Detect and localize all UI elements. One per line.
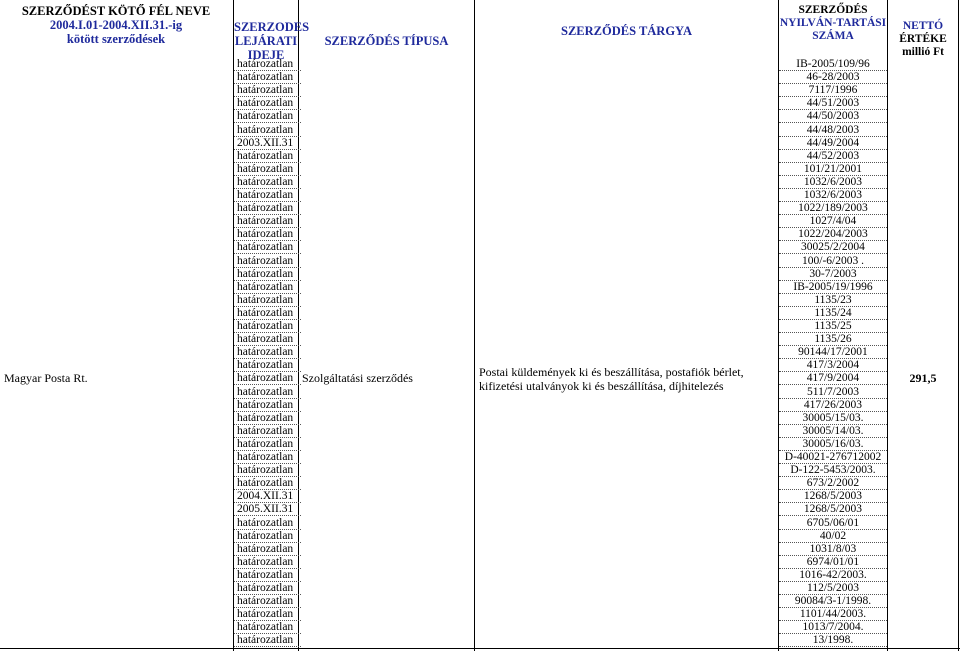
expiry-cell: határozatlan (234, 569, 301, 582)
table-row (0, 163, 960, 176)
expiry-cell: határozatlan (234, 163, 301, 176)
table-row (0, 569, 960, 582)
table-row (0, 215, 960, 228)
contract-number-cell: 511/7/2003 (779, 386, 887, 399)
expiry-cell: határozatlan (234, 97, 301, 110)
table-row (0, 543, 960, 556)
contract-number-cell: 30005/16/03. (779, 438, 887, 451)
contract-number-cell: IB-2005/109/96 (779, 58, 887, 71)
header-contract-line2: NYILVÁN-TARTÁSI (779, 17, 887, 29)
expiry-cell: határozatlan (234, 150, 301, 163)
expiry-cell: határozatlan (234, 425, 301, 438)
header-contract-line3: SZÁMA (812, 30, 854, 42)
expiry-cell: határozatlan (234, 438, 301, 451)
expiry-cell: határozatlan (234, 464, 301, 477)
table-row (0, 556, 960, 569)
table-row (0, 281, 960, 294)
table-row (0, 228, 960, 241)
table-row (0, 268, 960, 281)
expiry-cell: határozatlan (234, 399, 301, 412)
contract-type: Szolgáltatási szerződés (302, 371, 413, 385)
expiry-cell: 2003.XII.31 (234, 137, 301, 150)
expiry-cell: 2005.XII.31 (234, 503, 301, 516)
header-partner-subtitle: kötött szerződések (66, 32, 166, 46)
expiry-cell: határozatlan (234, 124, 301, 137)
table-row (0, 517, 960, 530)
expiry-cell: 2004.XII.31 (234, 490, 301, 503)
header-net-line3: millió Ft (902, 46, 944, 58)
table-row (0, 71, 960, 84)
contract-number-cell: 6974/01/01 (779, 556, 887, 569)
contract-number-cell: 44/50/2003 (779, 110, 887, 123)
table-row (0, 464, 960, 477)
expiry-cell: határozatlan (234, 608, 301, 621)
table-row (0, 241, 960, 254)
contract-number-cell: IB-2005/19/1996 (779, 281, 887, 294)
expiry-cell: határozatlan (234, 281, 301, 294)
table-row (0, 97, 960, 110)
expiry-cell: határozatlan (234, 268, 301, 281)
expiry-cell: határozatlan (234, 386, 301, 399)
expiry-cell: határozatlan (234, 71, 301, 84)
expiry-cell: határozatlan (234, 294, 301, 307)
table-row (0, 110, 960, 123)
table-row (0, 451, 960, 464)
table-row (0, 359, 960, 372)
table-row (0, 137, 960, 150)
table-row (0, 582, 960, 595)
table-row (0, 634, 960, 647)
contract-number-cell: 46-28/2003 (779, 71, 887, 84)
expiry-cell: határozatlan (234, 412, 301, 425)
table-row (0, 490, 960, 503)
expiry-cell: határozatlan (234, 372, 301, 385)
table-row (0, 412, 960, 425)
table-row (0, 425, 960, 438)
expiry-cell: határozatlan (234, 84, 301, 97)
contract-number-cell: 1022/204/2003 (779, 228, 887, 241)
expiry-cell: határozatlan (234, 346, 301, 359)
net-value: 291,5 (909, 371, 937, 385)
expiry-cell: határozatlan (234, 477, 301, 490)
table-row (0, 202, 960, 215)
contract-number-cell: 1031/8/03 (779, 543, 887, 556)
table-row (0, 399, 960, 412)
contract-number-cell: 1032/6/2003 (779, 189, 887, 202)
contract-number-cell: 1135/24 (779, 307, 887, 320)
table-row (0, 307, 960, 320)
expiry-cell: határozatlan (234, 359, 301, 372)
table-row (0, 372, 960, 385)
expiry-cell: határozatlan (234, 241, 301, 254)
header-partner (0, 4, 232, 64)
contract-number-cell: 40/02 (779, 530, 887, 543)
contract-subject: Postai küldemények ki és beszállítása, postafiók bérlet, kifizetési utalványok ki és beszállítása, díjhitelezés (479, 365, 744, 393)
contract-number-cell: 1268/5/2003 (779, 490, 887, 503)
expiry-cell: határozatlan (234, 215, 301, 228)
partner-name: Magyar Posta Rt. (4, 371, 88, 385)
header-partner-title: SZERZŐDÉST KÖTŐ FÉL NEVE (21, 4, 211, 18)
expiry-cell: határozatlan (234, 307, 301, 320)
table-row (0, 84, 960, 97)
expiry-cell: határozatlan (234, 202, 301, 215)
table-row (0, 294, 960, 307)
contract-number-cell: 417/3/2004 (779, 359, 887, 372)
expiry-cell: határozatlan (234, 582, 301, 595)
contract-number-cell: 417/26/2003 (779, 399, 887, 412)
contract-number-cell: 1022/189/2003 (779, 202, 887, 215)
expiry-cell: határozatlan (234, 621, 301, 634)
table-row (0, 346, 960, 359)
expiry-cell: határozatlan (234, 255, 301, 268)
contract-number-cell: 6705/06/01 (779, 517, 887, 530)
header-net-line2: ÉRTÉKE (899, 33, 947, 45)
contract-number-cell: 90084/3-1/1998. (779, 595, 887, 608)
table-row (0, 477, 960, 490)
header-net-line1: NETTÓ (902, 20, 944, 32)
table-row (0, 386, 960, 399)
expiry-cell: határozatlan (234, 634, 301, 647)
contract-number-cell: 1013/7/2004. (779, 621, 887, 634)
contract-number-cell: 30005/15/03. (779, 412, 887, 425)
expiry-cell: határozatlan (234, 110, 301, 123)
expiry-cell: határozatlan (234, 543, 301, 556)
contract-number-cell: 100/-6/2003 . (779, 255, 887, 268)
contract-number-cell: 1101/44/2003. (779, 608, 887, 621)
table-row (0, 189, 960, 202)
contract-number-cell: D-40021-276712002 (779, 451, 887, 464)
contract-number-cell: 1135/25 (779, 320, 887, 333)
contract-number-cell: 90144/17/2001 (779, 346, 887, 359)
contract-number-cell: 1032/6/2003 (779, 176, 887, 189)
expiry-cell: határozatlan (234, 176, 301, 189)
table-row (0, 608, 960, 621)
contract-number-cell: 1135/23 (779, 294, 887, 307)
contract-number-cell: 13/1998. (779, 634, 887, 647)
contract-number-cell: 417/9/2004 (779, 372, 887, 385)
expiry-cell: határozatlan (234, 58, 301, 71)
table-row (0, 438, 960, 451)
contract-number-cell: 30005/14/03. (779, 425, 887, 438)
expiry-cell: határozatlan (234, 451, 301, 464)
expiry-cell: határozatlan (234, 556, 301, 569)
table-bottom-border (0, 648, 960, 649)
expiry-cell: határozatlan (234, 517, 301, 530)
table-row (0, 255, 960, 268)
table-row (0, 595, 960, 608)
table-row (0, 621, 960, 634)
expiry-cell: határozatlan (234, 595, 301, 608)
table-row (0, 124, 960, 137)
contract-number-cell: 1027/4/04 (779, 215, 887, 228)
table-row (0, 530, 960, 543)
contract-number-cell: 112/5/2003 (779, 582, 887, 595)
header-expiry-line1: SZERZODES (234, 20, 310, 34)
contract-number-cell: 101/21/2001 (779, 163, 887, 176)
contract-number-cell: 1016-42/2003. (779, 569, 887, 582)
contract-number-cell: 1135/26 (779, 333, 887, 346)
header-contract-line1: SZERZŐDÉS (798, 4, 868, 16)
header-subject-label: SZERZŐDÉS TÁRGYA (561, 24, 692, 38)
expiry-cell: határozatlan (234, 333, 301, 346)
contract-number-cell: 44/49/2004 (779, 137, 887, 150)
table-row (0, 150, 960, 163)
contract-number-cell: 44/48/2003 (779, 124, 887, 137)
table-row (0, 320, 960, 333)
contract-number-cell: 44/51/2003 (779, 97, 887, 110)
expiry-cell: határozatlan (234, 189, 301, 202)
contract-number-cell: 7117/1996 (779, 84, 887, 97)
table-row (0, 333, 960, 346)
contract-number-cell: 30025/2/2004 (779, 241, 887, 254)
contract-number-cell: 44/52/2003 (779, 150, 887, 163)
table-row (0, 58, 960, 71)
header-expiry-line2: LEJÁRATI (234, 34, 298, 48)
contract-number-cell: 30-7/2003 (779, 268, 887, 281)
header-partner-period: 2004.I.01-2004.XII.31.-ig (49, 18, 183, 32)
contract-number-cell: D-122-5453/2003. (779, 464, 887, 477)
header-type-label: SZERZŐDÉS TÍPUSA (324, 34, 449, 48)
contract-number-cell: 1268/5/2003 (779, 503, 887, 516)
expiry-cell: határozatlan (234, 530, 301, 543)
table-row (0, 503, 960, 516)
expiry-cell: határozatlan (234, 228, 301, 241)
header-contract-number (779, 4, 887, 64)
expiry-cell: határozatlan (234, 320, 301, 333)
contract-number-cell: 673/2/2002 (779, 477, 887, 490)
table-row (0, 176, 960, 189)
header-expiry-line3: IDEJE (247, 48, 285, 62)
